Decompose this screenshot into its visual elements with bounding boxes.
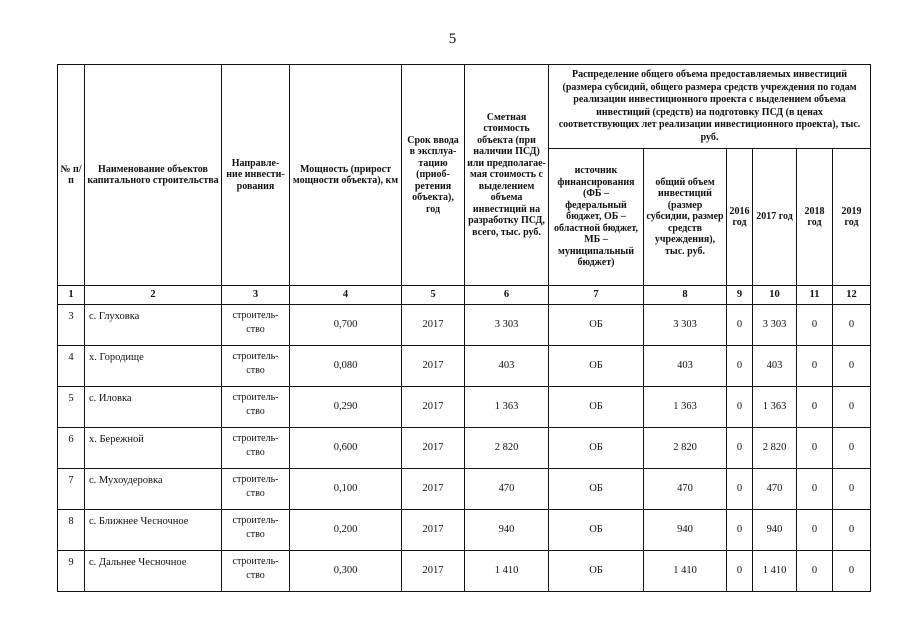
amount-2018: 0 xyxy=(797,510,833,551)
header-funding-source: источник финансирования (ФБ – федеральный бюджет, ОБ – областной бюджет, МБ – муниципальный бюджет) xyxy=(549,149,644,286)
capacity-value: 0,700 xyxy=(290,305,402,346)
object-name: с. Ближнее Чесночное xyxy=(85,510,222,551)
page-number: 5 xyxy=(448,31,457,47)
amount-2016: 0 xyxy=(727,551,753,592)
header-year-2019: 2019 год xyxy=(833,149,871,286)
total-investment: 2 820 xyxy=(644,428,727,469)
object-name: х. Бережной xyxy=(85,428,222,469)
column-number: 6 xyxy=(465,286,549,305)
estimated-cost: 470 xyxy=(465,469,549,510)
estimated-cost: 2 820 xyxy=(465,428,549,469)
commissioning-year: 2017 xyxy=(402,551,465,592)
funding-source: ОБ xyxy=(549,428,644,469)
funding-source: ОБ xyxy=(549,387,644,428)
column-number: 12 xyxy=(833,286,871,305)
object-name: с. Глуховка xyxy=(85,305,222,346)
column-number: 3 xyxy=(222,286,290,305)
amount-2019: 0 xyxy=(833,387,871,428)
table-row xyxy=(58,510,871,551)
funding-source: ОБ xyxy=(549,551,644,592)
header-num: № п/п xyxy=(58,65,85,286)
amount-2019: 0 xyxy=(833,305,871,346)
funding-source: ОБ xyxy=(549,305,644,346)
object-name: х. Городище xyxy=(85,346,222,387)
column-number: 1 xyxy=(58,286,85,305)
column-number: 11 xyxy=(797,286,833,305)
amount-2018: 0 xyxy=(797,387,833,428)
table-row xyxy=(58,428,871,469)
header-direction: Направле-ние инвести-рования xyxy=(222,65,290,286)
commissioning-year: 2017 xyxy=(402,428,465,469)
investment-direction: строитель-ство xyxy=(222,469,290,510)
row-number: 4 xyxy=(58,346,85,387)
funding-source: ОБ xyxy=(549,346,644,387)
table-row xyxy=(58,469,871,510)
row-number: 5 xyxy=(58,387,85,428)
amount-2016: 0 xyxy=(727,428,753,469)
header-year-2017: 2017 год xyxy=(753,149,797,286)
column-number-row xyxy=(58,286,871,305)
investment-direction: строитель-ство xyxy=(222,551,290,592)
amount-2017: 1 363 xyxy=(753,387,797,428)
investment-direction: строитель-ство xyxy=(222,305,290,346)
column-number: 2 xyxy=(85,286,222,305)
amount-2018: 0 xyxy=(797,305,833,346)
funding-source: ОБ xyxy=(549,510,644,551)
estimated-cost: 1 410 xyxy=(465,551,549,592)
header-capacity: Мощность (прирост мощности объекта), км xyxy=(290,65,402,286)
funding-source: ОБ xyxy=(549,469,644,510)
column-number: 5 xyxy=(402,286,465,305)
amount-2017: 470 xyxy=(753,469,797,510)
commissioning-year: 2017 xyxy=(402,469,465,510)
investment-direction: строитель-ство xyxy=(222,510,290,551)
amount-2018: 0 xyxy=(797,469,833,510)
amount-2017: 2 820 xyxy=(753,428,797,469)
column-number: 10 xyxy=(753,286,797,305)
header-total-investment: общий объем инвестиций (размер субсидии, размер средств учреждения), тыс. руб. xyxy=(644,149,727,286)
object-name: с. Иловка xyxy=(85,387,222,428)
capacity-value: 0,290 xyxy=(290,387,402,428)
object-name: с. Мухоудеровка xyxy=(85,469,222,510)
estimated-cost: 403 xyxy=(465,346,549,387)
column-number: 4 xyxy=(290,286,402,305)
total-investment: 403 xyxy=(644,346,727,387)
commissioning-year: 2017 xyxy=(402,510,465,551)
investment-table xyxy=(57,64,871,592)
commissioning-year: 2017 xyxy=(402,346,465,387)
column-number: 9 xyxy=(727,286,753,305)
row-number: 6 xyxy=(58,428,85,469)
header-year-2016: 2016 год xyxy=(727,149,753,286)
amount-2019: 0 xyxy=(833,346,871,387)
amount-2017: 940 xyxy=(753,510,797,551)
row-number: 7 xyxy=(58,469,85,510)
table-row xyxy=(58,551,871,592)
capacity-value: 0,080 xyxy=(290,346,402,387)
column-number: 7 xyxy=(549,286,644,305)
investment-direction: строитель-ство xyxy=(222,346,290,387)
capacity-value: 0,200 xyxy=(290,510,402,551)
object-name: с. Дальнее Чесночное xyxy=(85,551,222,592)
total-investment: 940 xyxy=(644,510,727,551)
total-investment: 470 xyxy=(644,469,727,510)
amount-2016: 0 xyxy=(727,305,753,346)
capacity-value: 0,300 xyxy=(290,551,402,592)
total-investment: 1 410 xyxy=(644,551,727,592)
table-row xyxy=(58,387,871,428)
header-object-name: Наименование объектов капитального строительства xyxy=(85,65,222,286)
row-number: 8 xyxy=(58,510,85,551)
amount-2019: 0 xyxy=(833,551,871,592)
amount-2019: 0 xyxy=(833,428,871,469)
amount-2016: 0 xyxy=(727,387,753,428)
amount-2018: 0 xyxy=(797,346,833,387)
capacity-value: 0,100 xyxy=(290,469,402,510)
commissioning-year: 2017 xyxy=(402,387,465,428)
row-number: 3 xyxy=(58,305,85,346)
amount-2016: 0 xyxy=(727,510,753,551)
header-estimated-cost: Сметная стоимость объекта (при наличии ПСД) или предполагае-мая стоимость с выделением объема инвестиций на разработку ПСД, всего, тыс. руб. xyxy=(465,65,549,286)
amount-2017: 403 xyxy=(753,346,797,387)
amount-2019: 0 xyxy=(833,469,871,510)
commissioning-year: 2017 xyxy=(402,305,465,346)
amount-2018: 0 xyxy=(797,551,833,592)
estimated-cost: 940 xyxy=(465,510,549,551)
estimated-cost: 3 303 xyxy=(465,305,549,346)
header-commissioning-year: Срок ввода в эксплуа-тацию (приоб-ретения объекта), год xyxy=(402,65,465,286)
capacity-value: 0,600 xyxy=(290,428,402,469)
amount-2016: 0 xyxy=(727,346,753,387)
amount-2019: 0 xyxy=(833,510,871,551)
header-distribution: Распределение общего объема предоставляемых инвестиций (размера субсидий, общего размера средств учреждения по годам реализации инвестиционного проекта с выделением объема инвестиций (средств) на подготовку ПСД (в ценах соответствующих лет реализации инвестиционного проекта), тыс. руб. xyxy=(549,65,871,149)
total-investment: 1 363 xyxy=(644,387,727,428)
investment-direction: строитель-ство xyxy=(222,428,290,469)
column-number: 8 xyxy=(644,286,727,305)
estimated-cost: 1 363 xyxy=(465,387,549,428)
header-year-2018: 2018 год xyxy=(797,149,833,286)
amount-2018: 0 xyxy=(797,428,833,469)
investment-direction: строитель-ство xyxy=(222,387,290,428)
amount-2016: 0 xyxy=(727,469,753,510)
table-row xyxy=(58,346,871,387)
table-row xyxy=(58,305,871,346)
amount-2017: 3 303 xyxy=(753,305,797,346)
amount-2017: 1 410 xyxy=(753,551,797,592)
total-investment: 3 303 xyxy=(644,305,727,346)
row-number: 9 xyxy=(58,551,85,592)
